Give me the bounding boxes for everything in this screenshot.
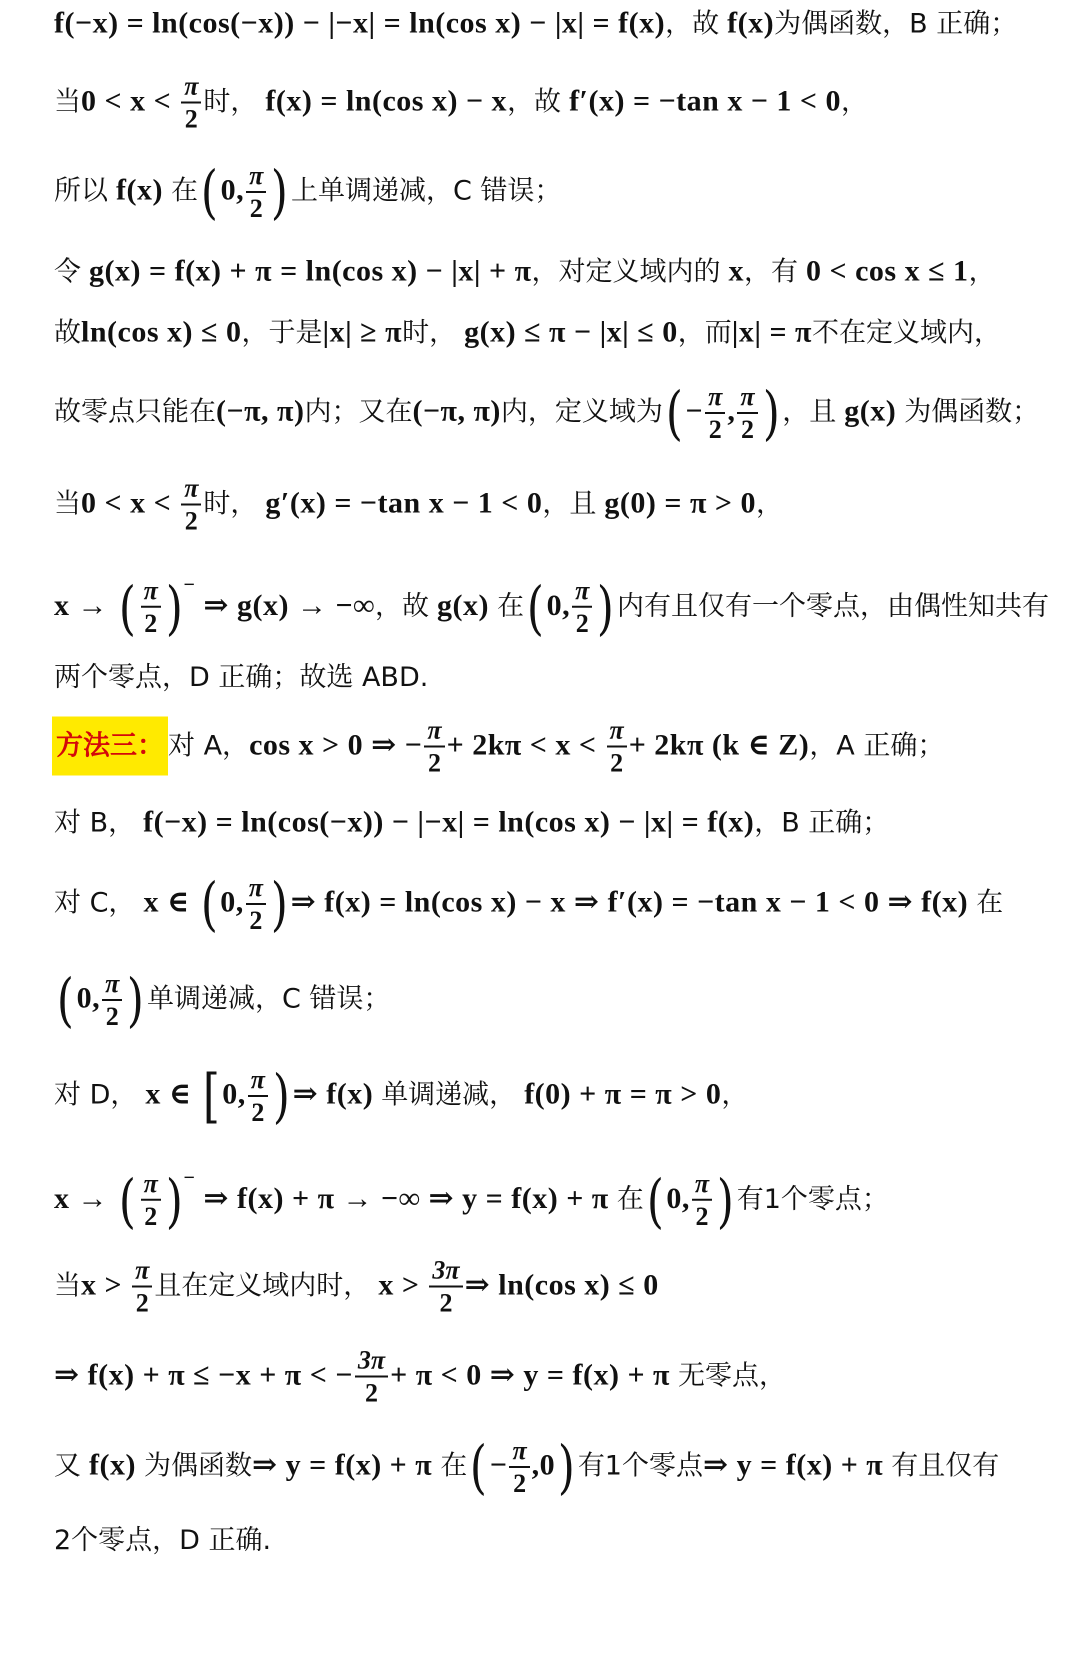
line-10: 方法三： 对 A，cos x > 0 ⇒ − $\frac{\pi}{2}$ + 2kπ < x < $\frac{\pi}{2}$ + 2kπ (k ∈ Z)，A 正确；	[52, 718, 944, 777]
line-8: x → ( $\frac{\pi}{2}$ )− ⇒ g(x) → −∞，故 g(x) 在(0, $\frac{\pi}{2}$ ) 内有且仅有一个零点，由偶性知共有	[54, 573, 1049, 642]
line-7: 当0 < x < $\frac{\pi}{2}$ 时， g′(x) = −tan x − 1 < 0，且 g(0) = π > 0，	[54, 473, 783, 536]
line-9: 两个零点，D 正确；故选 ABD.	[54, 662, 429, 693]
line-13: (0, $\frac{\pi}{2}$ ) 单调递减，C 错误；	[56, 966, 391, 1034]
line-4: 令 g(x) = f(x) + π = ln(cos x) − |x| + π，对定义域内的 x，有 0 < cos x ≤ 1，	[54, 254, 996, 288]
line-16: 当x > $\frac{\pi}{2}$ 且在定义域内时， x > $\frac{3\pi}{2}$ ⇒ ln(cos x) ≤ 0	[54, 1255, 659, 1318]
fraction: $\frac{\pi}{2}$	[181, 74, 201, 133]
line-17: ⇒ f(x) + π ≤ −x + π < − $\frac{3\pi}{2}$ + π < 0 ⇒ y = f(x) + π 无零点，	[54, 1345, 786, 1408]
line-5: 故ln(cos x) ≤ 0，于是|x| ≥ π时， g(x) ≤ π − |x| ≤ 0，而|x| = π不在定义域内，	[54, 315, 1001, 349]
line-6: 故零点只能在(−π, π)内；又在(−π, π)内，定义域为(− $\frac{\pi}{2}$ , $\frac{\pi}{2}$ ) ，且 g(x) 为偶函数；	[54, 379, 1040, 447]
line-14: 对 D， x ∈ [0, $\frac{\pi}{2}$ )⇒ f(x) 单调递减， f(0) + π = π > 0，	[54, 1062, 749, 1130]
line-12: 对 C， x ∈ (0, $\frac{\pi}{2}$ )⇒ f(x) = ln(cos x) − x ⇒ f′(x) = −tan x − 1 < 0 ⇒ f(x) 在	[54, 870, 1004, 938]
line-11: 对 B， f(−x) = ln(cos(−x)) − |−x| = ln(cos x) − |x| = f(x)，B 正确；	[54, 805, 890, 839]
line-19: 2个零点，D 正确.	[54, 1525, 272, 1556]
line-18: 又 f(x) 为偶函数⇒ y = f(x) + π 在(− $\frac{\pi}{2}$ ,0) 有1个零点⇒ y = f(x) + π 有且仅有	[54, 1433, 1000, 1501]
line-2: 当0 < x < $\frac{\pi}{2}$ 时， f(x) = ln(cos x) − x，故 f′(x) = −tan x − 1 < 0，	[54, 71, 869, 134]
method-three-label: 方法三：	[52, 717, 168, 776]
line-3: 所以 f(x) 在(0, $\frac{\pi}{2}$ ) 上单调递减，C 错误；	[54, 158, 562, 226]
line-15: x → ( $\frac{\pi}{2}$ )− ⇒ f(x) + π → −∞ ⇒ y = f(x) + π 在(0, $\frac{\pi}{2}$ ) 有1个零点；	[54, 1166, 889, 1235]
line-1: f(−x) = ln(cos(−x)) − |−x| = ln(cos x) − |x| = f(x)，故 f(x)为偶函数，B 正确；	[54, 6, 1018, 40]
